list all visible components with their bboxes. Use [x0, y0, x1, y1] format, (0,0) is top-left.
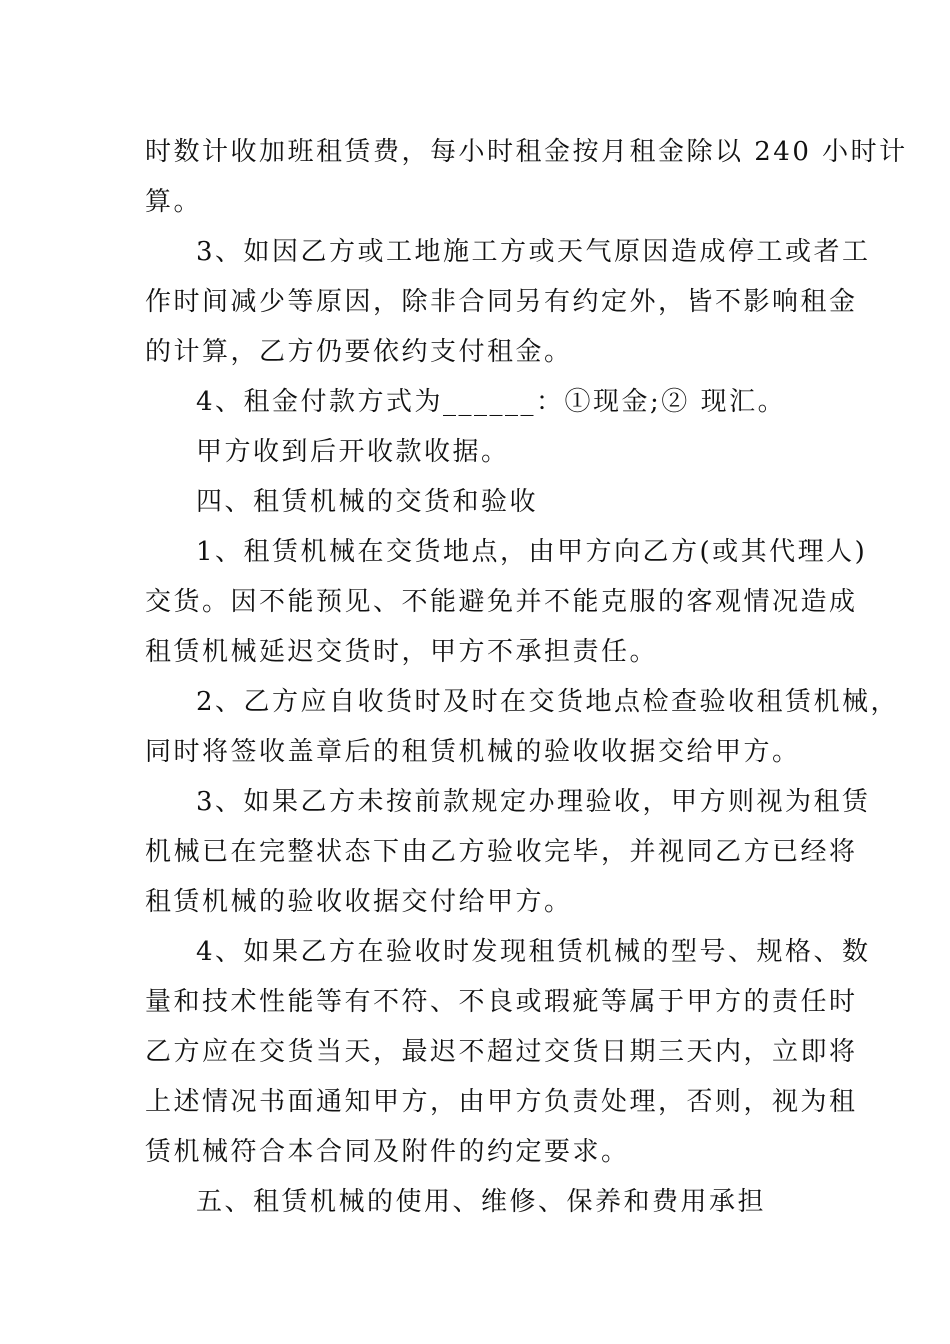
paragraph-start-line: 4、如果乙方在验收时发现租赁机械的型号、规格、数: [196, 937, 871, 967]
text-line: 的计算，乙方仍要依约支付租金。: [145, 337, 573, 367]
text-line: 量和技术性能等有不符、不良或瑕疵等属于甲方的责任时: [145, 987, 858, 1017]
text-line: 交货。因不能预见、不能避免并不能克服的客观情况造成: [145, 587, 858, 617]
text-line: 机械已在完整状态下由乙方验收完毕，并视同乙方已经将: [145, 837, 858, 867]
text-line: 租赁机械的验收收据交付给甲方。: [145, 887, 573, 917]
text-line: 作时间减少等原因，除非合同另有约定外，皆不影响租金: [145, 287, 858, 317]
text-line: 上述情况书面通知甲方，由甲方负责处理，否则，视为租: [145, 1087, 858, 1117]
paragraph-start-line: 4、租金付款方式为______：①现金;② 现汇。: [196, 387, 787, 417]
text-line: 同时将签收盖章后的租赁机械的验收收据交给甲方。: [145, 737, 801, 767]
section-heading: 五、租赁机械的使用、维修、保养和费用承担: [196, 1187, 767, 1217]
paragraph-start-line: 3、如果乙方未按前款规定办理验收，甲方则视为租赁: [196, 787, 871, 817]
paragraph-start-line: 1、租赁机械在交货地点，由甲方向乙方(或其代理人): [196, 537, 868, 567]
text-line: 租赁机械延迟交货时，甲方不承担责任。: [145, 637, 659, 667]
paragraph-start-line: 3、如因乙方或工地施工方或天气原因造成停工或者工: [196, 237, 871, 267]
text-line: 乙方应在交货当天，最迟不超过交货日期三天内，立即将: [145, 1037, 858, 1067]
text-line: 赁机械符合本合同及附件的约定要求。: [145, 1137, 630, 1167]
section-heading: 四、租赁机械的交货和验收: [196, 487, 539, 517]
text-line: 时数计收加班租赁费，每小时租金按月租金除以 240 小时计: [145, 137, 908, 167]
paragraph-start-line: 甲方收到后开收款收据。: [196, 437, 510, 467]
paragraph-start-line: 2、乙方应自收货时及时在交货地点检查验收租赁机械，: [196, 687, 900, 717]
text-line: 算。: [145, 187, 203, 217]
